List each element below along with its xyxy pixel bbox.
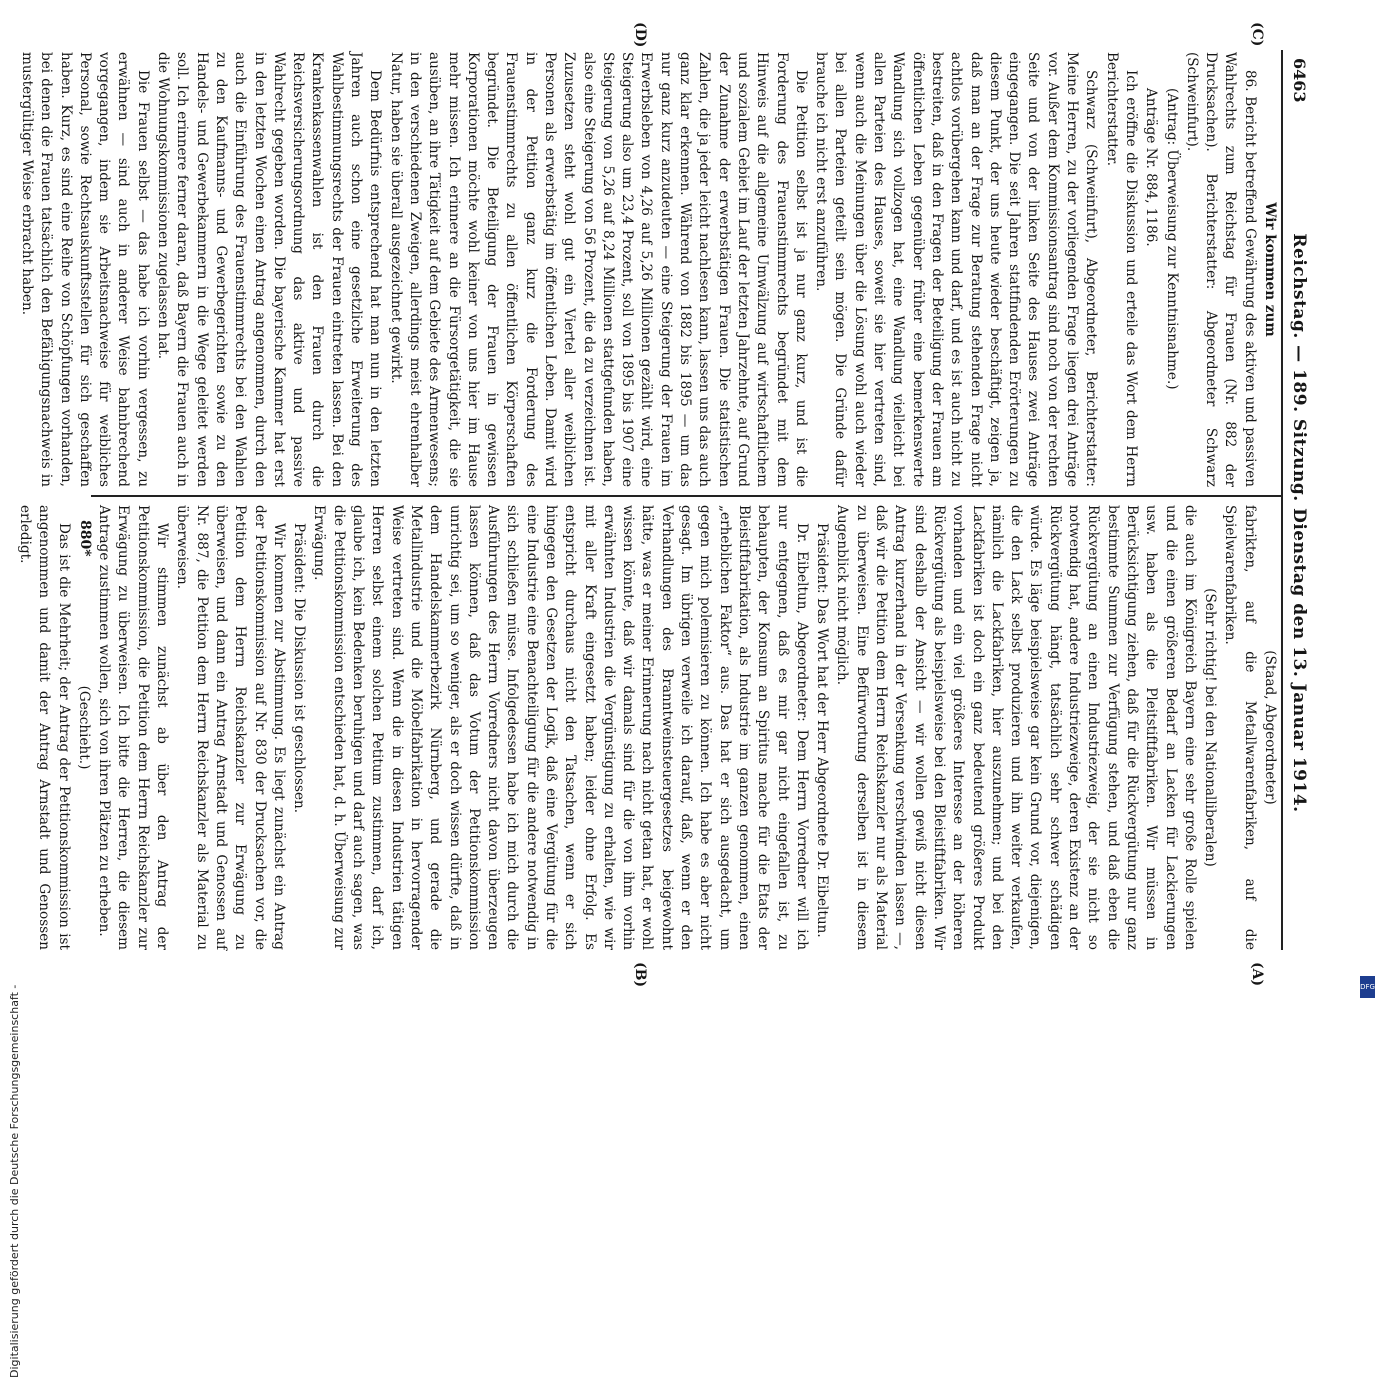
page-header [1285,58,1309,954]
margin-marker-a: (A) [1249,962,1265,987]
dfg-logo: DFG [1360,976,1375,998]
page-number: 6463 [1290,58,1309,103]
presidential-remark: Präsident: Die Diskussion ist geschlossen. [291,523,308,814]
margin-marker-c: (C) [1249,22,1265,47]
speech-paragraph: Dem Bedürfnis entsprechend hat man nun in den letzten Jahren auch schon eine gesetzliche Erweiterung des Wahlbestimmungsrechts der Frauen eintreten lassen. Bei den Krankenkassenwahlen ist den Frauen durch die Reichsversicherungsordnung das aktive und passive Wahlrecht gegeben worden. Die bayerische Kammer hat erst in den letzten Wochen einen Antrag angenommen, durch den auch die Einführung des Frauenstimmrechts bei den Wahlen zu den Kaufmanns- und Gewerbegerichten sowie zu den Handels- und Gewerbekammern in die Wege geleitet werden soll. Ich erinnere ferner daran, daß Bayern die Frauen auch in die Wohnungskommissionen zugelassen hat. [155,52,384,487]
column-divider [91,495,1281,497]
agenda-item: 86. Bericht betreffend Gewährung des aktiven und passiven Wahlrechts zum Reichstag für Frauen (Nr. 882 der Drucksachen). Berichterstatter: Abgeordneter Schwarz (Schweinfurt). [1183,52,1258,487]
speech-paragraph: die auch im Königreich Bayern eine sehr große Rolle spielen und die einen größeren Bedarf an Lacken für Lackierungen usw. haben als die Pleitstiftfabriken. Wir müssen in Berücksichtigung ziehen, daß für die Rückvergütung nur ganz bestimmte Summen zur Verfügung stehen, und daß eben die Rückvergütung an einen Industriezweig, der sie nicht so notwendig hat, andere Industriezweige, deren Existenz an der Rückvergütung hängt, tatsächlich sehr schwer schädigen würde. Es läge beispielsweise gar kein Grund vor, diejenigen, die den Lack selbst produzieren und ihn weiter verkaufen, nämlich die Lackfabriken, hier auszunehmen; und bei den Lackfabriken ist doch ein ganz bedeutend größeres Produkt vorhanden und ein viel größeres Interesse an der höheren Rückvergütung als beispielsweise bei den Bleistiftfabriken. Wir sind deshalb der Ansicht — wir wollen gewiß nicht diesen Antrag kurzerhand in der Versenkung verschwinden lassen —, daß wir die Petition dem Herrn Reichskanzler nur als Material zu überweisen. Eine Befürwortung derselben ist in diesem Augenblick nicht möglich. [834,505,1198,950]
margin-marker-d: (D) [632,22,648,48]
speech-paragraph: Dr. Eibeltun, Abgeordneter: Dem Herrn Vorredner will ich nur entgegnen, daß es mir gar nicht eingefallen ist, zu behaupten, der Konsum an Spiritus mache für die Etats der Bleistiftfabrikation, als Industrie im ganzen genommen, einen „erheblichen Faktor“ aus. Das hat er sich ausgedacht, um gegen mich polemisieren zu können. Ich habe es aber nicht gesagt. Im übrigen verweile ich darauf, daß, wenn er den Verhandlungen des Branntweinsteuergesetzes beigewohnt hätte, was er meiner Erinnerung nach nicht getan hat, er wohl wissen könnte, daß wir damals sind für die von ihm vorhin erwähnten Industrien die Vergünstigung zu erhalten, wie wir mit aller Kraft eingesetzt haben; leider ohne Erfolg. Es entspricht durchaus nicht den Tatsachen, wenn er sich hingegen den Gesetzen der Logik, daß eine Vergütung für die eine Industrie eine Benachteiligung für die andere notwendig in sich schließen müsse. Infolgedessen habe ich mich durch die Ausführungen des Herrn Vorredners nicht davon überzeugen lassen können, daß das Votum der Petitionskommission unrichtig sei, um so weniger, als er doch wissen dürfte, daß in dem Handelskammerbezirk Nürnberg, und gerade die Metallindustrie und die Möbelfabrikation in hervorragender Weise vertreten sind. Wenn die in diesen Industrien tätigen Herren selbst einem solchen Petitum zustimmen, darf ich, glaube ich, kein Bedenken beruhigen und darf auch sagen, was die Petitionskommission entschieden hat, d. h. Überweisung zur Erwägung. [311,505,810,950]
interjection: (Geschieht.) [75,685,92,770]
paragraph: Wir kommen zur Abstimmung. Es liegt zunächst ein Antrag der Petitionskommission auf Nr. 830 der Drucksachen vor, die Petition dem Herrn Reichskanzler zur Erwägung zu überweisen, und dann ein Antrag Arnstadt und Genossen auf Nr. 887, die Petition dem Herrn Reichskanzler als Material zu überweisen. [174,505,287,950]
speech-paragraph: Die Frauen selbst — das habe ich vorhin vergessen, zu erwähnen — sind auch in anderer Weise bahnbrechend vorgegangen, indem sie Arbeitsnachweise für weibliches Personal, sowie Rechtsauskunftsstellen für sich geschaffen haben. Kurz, es sind eine Reihe von Schöpfungen vorhanden, bei denen die Frauen tatsächlich den Befähigungsnachweis in mustergültiger Weise erbracht haben. [19,52,151,487]
paragraph: Ich eröffne die Diskussion und erteile das Wort dem Herrn Berichterstatter. [1103,52,1139,487]
left-column [19,52,1279,487]
page-title: Reichstag. — 189. Sitzung. Dienstag den 13. Januar 1914. [1289,233,1309,813]
paragraph: Wir stimmen zunächst ab über den Antrag der Petitionskommission, die Petition dem Herrn Reichskanzler zur Erwägung zu überweisen. Ich bitte die Herren, die diesem Antrage zustimmen wollen, sich von ihren Plätzen zu erheben. [96,505,171,950]
header-rule [1281,50,1283,950]
presidential-remark: Präsident: Das Wort hat der Herr Abgeordnete Dr. Eibeltun. [814,523,831,938]
paragraph: Anträge Nr. 884, 1186. [1143,88,1160,247]
speaker-note: (Staad, Abgeordneter) [1262,650,1278,805]
speech-paragraph: Die Petition selbst ist ja nur ganz kurz, und ist die Forderung des Frauenstimmrechts begründet mit dem Hinweis auf die allgemeine Umwälzung auf wirtschaftlichem und sozialem Gebiet im Lauf der letzten Jahrzehnte, auf Grund der Zunahme der erwerbstätigen Frauen. Die statistischen Zahlen, die ja jeder leicht nachlesen kann, lassen uns das auch ganz klar erkennen. Während von 1882 bis 1895 — um das nur ganz kurz anzudeuten — eine Steigerung der Frauen im Erwerbsleben von 4,26 auf 5,26 Millionen gezählt wird, eine Steigerung also um 23,4 Prozent, soll von 1895 bis 1907 eine Steigerung von 5,26 auf 8,24 Millionen stattgefunden haben, also eine Steigerung von 56 Prozent, die da zu verzeichnen ist. Zuzusetzen steht wohl gut ein Viertel aller weiblichen Personen als erwerbstätig im öffentlichen Leben. Damit wird in der Petition ganz kurz die Forderung des Frauenstimmrechts zu allen öffentlichen Körperschaften begründet. Die Beteiligung der Frauen in gewissen Korporationen möchte wohl keiner von uns hier im Hause mehr missen. Ich erinnere an die Fürsorgetätigkeit, die sie ausüben, an ihre Tätigkeit auf dem Gebiete des Armenwesens; in den verschiedenen Zweigen, allerdings meist ehrenhalber Natur, haben sie überall ausgezeichnet gewirkt. [387,52,809,487]
paragraph: Das ist die Mehrheit; der Antrag der Petitionskommission ist angenommen und damit der Antrag Arnstadt und Genossen erledigt. [17,505,72,950]
paragraph: fabrikten, auf die Metallwarenfabriken, auf die Spielwarenfabriken. [1222,505,1258,950]
digitization-note: Digitalisierung gefördert durch die Deutsche Forschungsgemeinschaft - [8,984,21,1378]
paragraph: (Antrag: Überweisung zur Kenntnisnahme.) [1163,88,1180,390]
margin-marker-b: (B) [632,962,648,988]
speech-paragraph: Schwarz (Schweinfurt), Abgeordneter, Berichterstatter: Meine Herren, zu der vorliegenden Frage liegen drei Anträge vor. Außer dem Kommissionsantrag sind noch von der rechten Seite und von der linken Seite des Hauses zwei Anträge eingegangen. Die seit Jahren stattfindenden Erörterungen zu diesem Punkt, der uns heute wieder beschäftigt, zeigen ja, daß man an der Frage zur Beratung stehenden Frage nicht achtlos vorübergehen kann und darf, und es ist auch nicht zu bestreiten, daß in den Fragen der Beteiligung der Frauen am öffentlichen Leben gegenüber früher eine bemerkenswerte Wandlung sich vollzogen hat, eine Wandlung vielleicht bei allen Parteien des Hauses, soweit sie hier vertreten sind, wenn auch die Meinungen über die Lösung wohl auch wieder bei allen Parteien geteilt sein mögen. Die Gründe dafür brauche ich nicht erst anzuführen. [813,52,1100,487]
interjection: (Sehr richtig! bei den Nationalliberalen) [1202,588,1219,867]
paragraph: Wir kommen zum [1262,202,1278,337]
sheet-number: 880* [77,520,93,557]
